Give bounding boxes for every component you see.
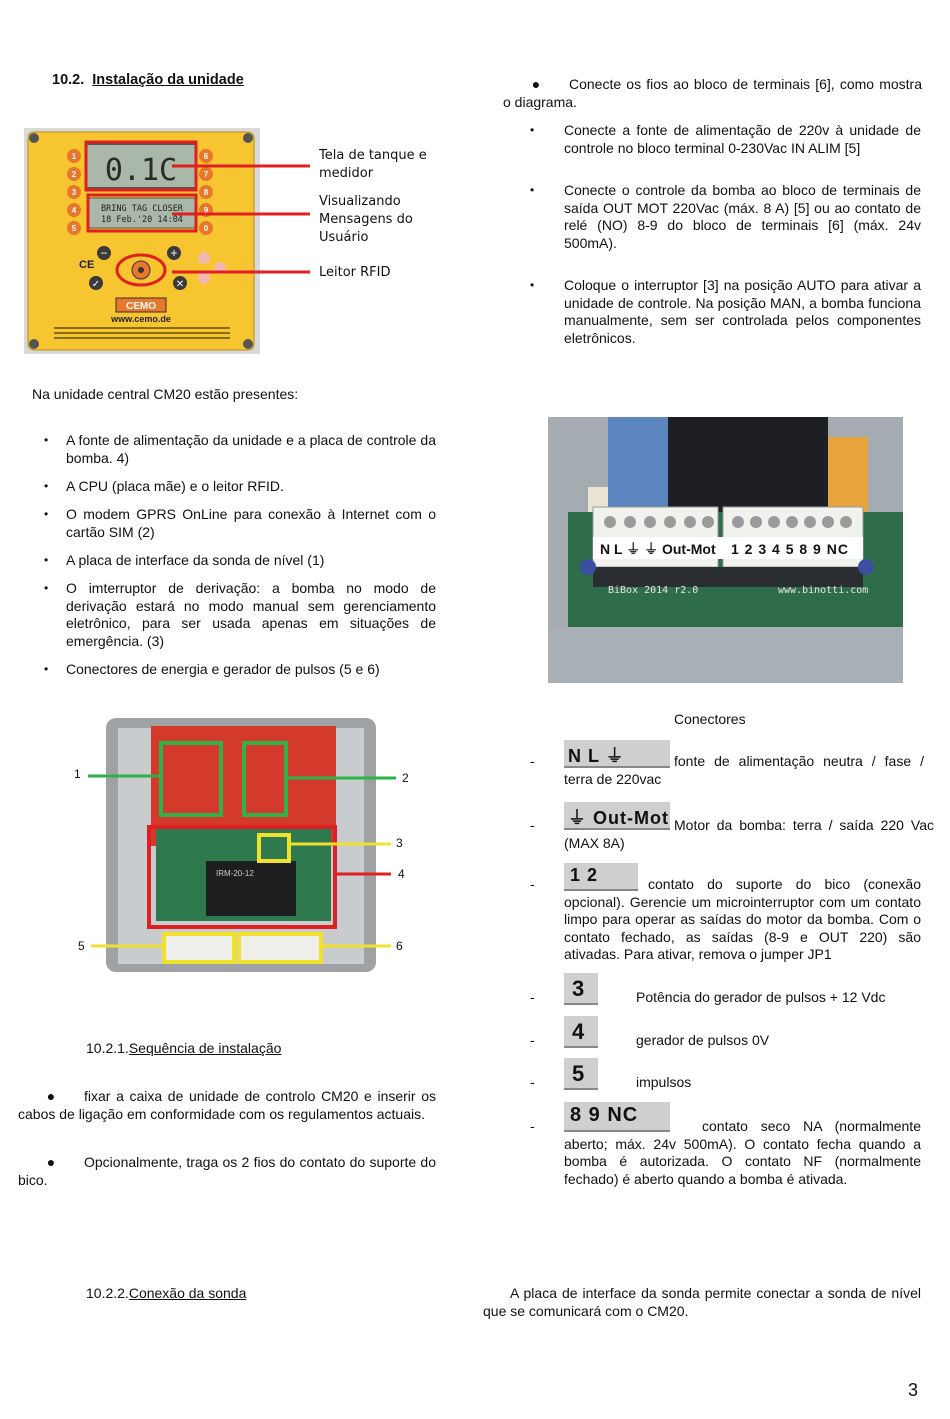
svg-text:CE: CE xyxy=(79,259,95,271)
connector-dash: - xyxy=(530,753,535,769)
terminal-1-2-icon: 1 2 xyxy=(564,863,638,891)
svg-text:0: 0 xyxy=(203,224,209,233)
connector-dash: - xyxy=(530,817,535,833)
lcd-top-readout: 0.1C xyxy=(104,153,178,188)
board-silkscreen: BiBox 2014 r2.0 xyxy=(608,585,699,596)
lcd-line-2: 18 Feb.'20 14:04 xyxy=(101,215,183,225)
subsection-installation-heading: 10.2.1.Sequência de instalação xyxy=(86,1040,282,1056)
bullet-dot: • xyxy=(44,553,49,567)
neutral-line-ground-icon: N L ⏚ xyxy=(564,740,670,768)
connector-1-text: fonte de alimentação neutra / fase / terra de 220vac xyxy=(564,753,924,787)
enclosure-illustration xyxy=(66,716,438,974)
page-number: 3 xyxy=(908,1380,919,1400)
probe-paragraph: A placa de interface da sonda permite conectar a sonda de nível que se comunicará com o CM20. xyxy=(483,1285,921,1319)
enclosure-number-5: 5 xyxy=(78,939,85,953)
right-bullet-1: • Conecte a fonte de alimentação de 220v à unidade de controle no bloco terminal 0-230Vac IN ALIM [5] xyxy=(530,122,921,156)
right-bullet-2: • Conecte o controle da bomba ao bloco de terminais de saída OUT MOT 220Vac (máx. 8 A) [5] ou ao contato de relé (NO) 8-9 do bloco de terminais [6] (máx. 24v 500mA). xyxy=(530,182,921,251)
module-label: IRM-20-12 xyxy=(216,869,254,878)
callout-user-messages: Visualizando Mensagens do Usuário xyxy=(319,194,413,245)
svg-text:1: 1 xyxy=(71,152,77,161)
terminal-5-icon: 5 xyxy=(564,1058,598,1090)
bullet-dot: • xyxy=(44,433,49,447)
subsection-probe-heading: 10.2.2.Conexão da sonda xyxy=(86,1285,247,1301)
svg-text:4: 4 xyxy=(71,206,77,215)
bullet-dot: • xyxy=(530,123,535,137)
svg-text:7: 7 xyxy=(203,170,209,179)
bullet-dot: • xyxy=(44,581,49,595)
connector-dash: - xyxy=(530,1118,535,1134)
svg-text:9: 9 xyxy=(203,206,209,215)
svg-text:✓: ✓ xyxy=(91,279,101,290)
svg-text:6: 6 xyxy=(203,152,209,161)
installation-step-1: ● fixar a caixa de unidade de controlo CM20 e inserir os cabos de ligação em conformidade com os regulamentos actuais. xyxy=(18,1088,436,1122)
callout-lines xyxy=(170,140,310,280)
connector-dash: - xyxy=(530,1032,535,1048)
right-bullet-3: • Coloque o interruptor [3] na posição AUTO para ativar a unidade de controle. Na posição MAN, a bomba funciona manualmente, sem ser controlada pelos componentes eletrônicos. xyxy=(530,277,921,346)
connectors-title: Conectores xyxy=(674,711,746,727)
brand-logo: CEMO xyxy=(126,301,156,312)
section-title: Instalação da unidade xyxy=(92,72,244,88)
enclosure-number-4: 4 xyxy=(398,867,405,881)
board-left-label: N L ⏚ ⏚ Out-Mot xyxy=(600,541,716,557)
central-item-5: • O imterruptor de derivação: a bomba no modo de derivação estará no modo manual sem gerenciamento eletrônico, para ser usada apenas em situações de emergência. (3) xyxy=(44,580,436,649)
enclosure-number-2: 2 xyxy=(402,771,409,785)
enclosure-photo xyxy=(66,716,438,974)
connector-6-text: impulsos xyxy=(636,1074,692,1090)
bullet-dot: • xyxy=(44,662,49,676)
connector-4-text: Potência do gerador de pulsos + 12 Vdc xyxy=(636,989,886,1005)
svg-text:8: 8 xyxy=(203,188,209,197)
callout-rfid-reader: Leitor RFID xyxy=(319,265,391,280)
connector-5-text: gerador de pulsos 0V xyxy=(636,1032,770,1048)
central-item-4: • A placa de interface da sonda de nível (1) xyxy=(44,552,325,568)
connector-2-text: Motor da bomba: terra / saída 220 Vac (MAX 8A) xyxy=(564,817,934,851)
section-number: 10.2. xyxy=(52,72,85,88)
central-item-2: • A CPU (placa mãe) e o leitor RFID. xyxy=(44,478,284,494)
bullet-dot: • xyxy=(44,479,49,493)
ground-out-mot-icon: ⏚ Out-Mot xyxy=(564,802,670,830)
central-item-6: • Conectores de energia e gerador de pulsos (5 e 6) xyxy=(44,661,380,677)
svg-text:✕: ✕ xyxy=(175,279,185,290)
enclosure-number-3: 3 xyxy=(396,836,403,850)
right-intro-paragraph xyxy=(503,76,922,111)
lcd-line-1: BRING TAG CLOSER xyxy=(101,204,183,214)
board-site: www.binotti.com xyxy=(778,585,869,596)
bullet-dot: • xyxy=(44,507,49,521)
enclosure-number-6: 6 xyxy=(396,939,403,953)
bullet-dot: • xyxy=(530,183,535,197)
bullet-dot: • xyxy=(530,278,535,292)
section-heading xyxy=(52,72,244,88)
big-bullet: ● xyxy=(46,1088,56,1104)
enclosure-number-1: 1 xyxy=(74,767,81,781)
right-intro-text: Conecte os fios ao bloco de terminais [6], como mostra o diagrama. xyxy=(503,76,922,110)
connector-7-text: contato seco NA (normalmente aberto; máx. 24v 500mA). O contato fecha quando a bomba é autorizada. O contato NF (normalmente fechado) é aberto quando a bomba é ativada. xyxy=(564,1118,921,1187)
central-item-3: • O modem GPRS OnLine para conexão à Internet com o cartão SIM (2) xyxy=(44,506,436,540)
svg-text:2: 2 xyxy=(71,170,77,179)
svg-text:+: + xyxy=(170,246,178,260)
svg-text:−: − xyxy=(100,246,108,260)
terminal-4-icon: 4 xyxy=(564,1016,598,1048)
svg-text:3: 3 xyxy=(71,188,77,197)
terminal-3-icon: 3 xyxy=(564,973,598,1005)
terminal-board-photo xyxy=(548,417,903,683)
connector-dash: - xyxy=(530,1074,535,1090)
big-bullet: ● xyxy=(46,1154,56,1170)
board-right-label: 1 2 3 4 5 8 9 NC xyxy=(731,541,849,557)
brand-url: www.cemo.de xyxy=(111,314,171,324)
terminal-board-illustration xyxy=(548,417,903,683)
connector-3-text: contato do suporte do bico (conexão opcional). Gerencie um microinterruptor com um contato limpo para operar as saídas do motor da bomba. Com o contato fechado, as saídas (8-9 e OUT 220) são ativadas. Para ativar, remova o jumper JP1 xyxy=(564,876,921,962)
connector-dash: - xyxy=(530,989,535,1005)
terminal-8-9-nc-icon: 8 9 NC xyxy=(564,1102,670,1132)
connector-dash: - xyxy=(530,876,535,892)
central-item-1: • A fonte de alimentação da unidade e a placa de controle da bomba. 4) xyxy=(44,432,436,466)
svg-text:5: 5 xyxy=(71,224,77,233)
installation-step-2: ● Opcionalmente, traga os 2 fios do contato do suporte do bico. xyxy=(18,1154,436,1188)
big-bullet: ● xyxy=(531,76,541,92)
callout-tank-display: Tela de tanque e medidor xyxy=(319,148,427,181)
central-intro: Na unidade central CM20 estão presentes: xyxy=(32,386,299,402)
